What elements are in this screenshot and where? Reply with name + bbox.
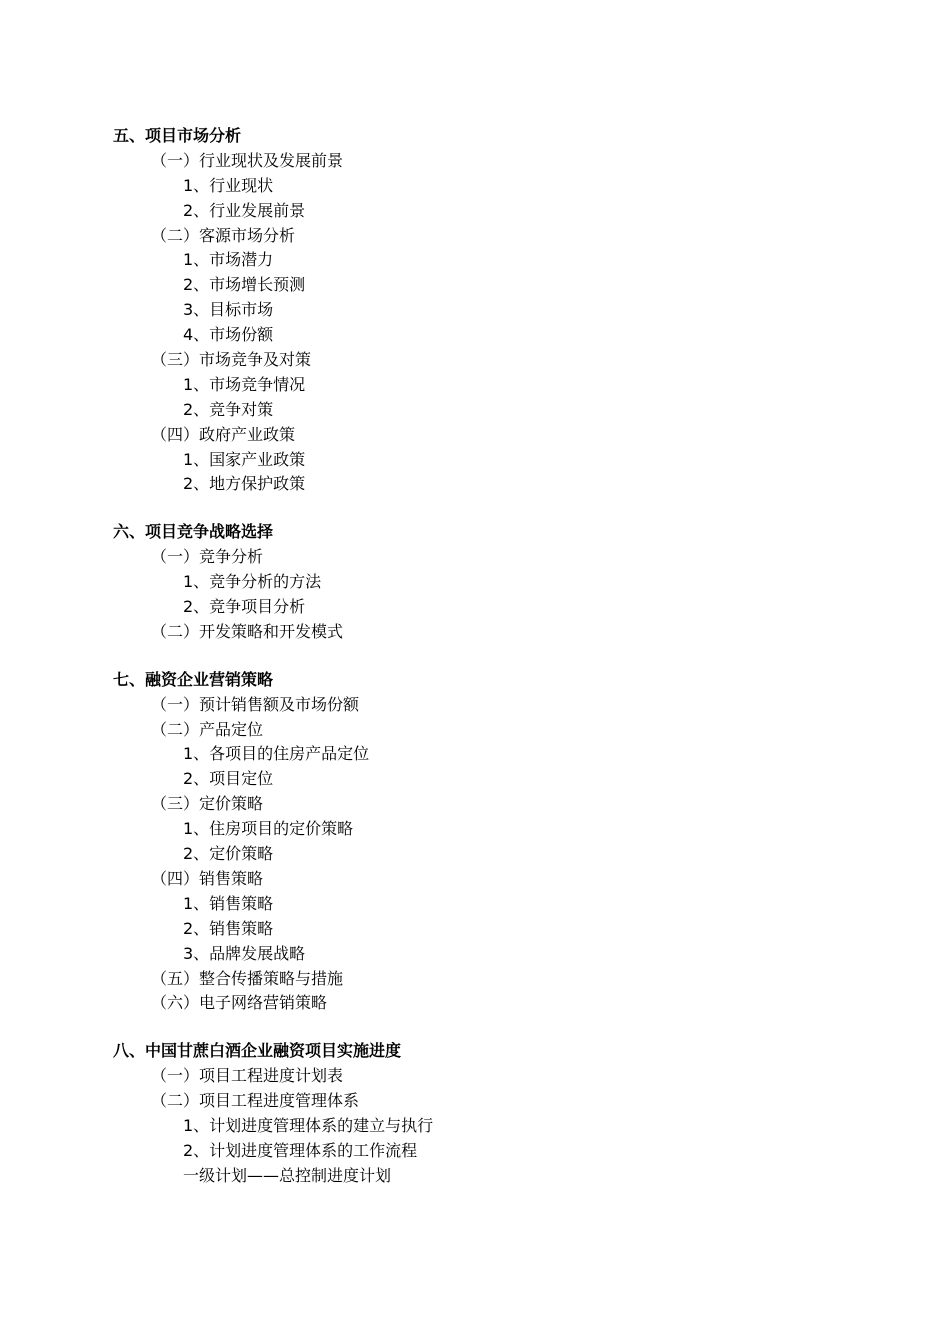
outline-item: 一级计划——总控制进度计划 [183,1165,392,1185]
section-spacer [113,1016,873,1039]
outline-item: 1、各项目的住房产品定位 [183,744,370,764]
outline-item: 2、竞争项目分析 [183,597,306,617]
outline-item: 2、市场增长预测 [183,275,306,295]
outline-item: 3、品牌发展战略 [183,943,306,963]
subsection-heading: （四）政府产业政策 [151,424,296,444]
outline-section [113,1039,873,1188]
outline-item: 1、住房项目的定价策略 [183,819,354,839]
subsection-heading: （三）定价策略 [151,794,264,814]
subsection-heading: （六）电子网络营销策略 [151,993,328,1013]
section-heading: 八、中国甘蔗白酒企业融资项目实施进度 [113,1041,402,1061]
outline-item: 2、定价策略 [183,844,274,864]
outline-item: 2、地方保护政策 [183,474,306,494]
outline-item: 1、销售策略 [183,893,274,913]
outline-section [113,124,873,497]
outline-section [113,668,873,1016]
outline-item: 2、行业发展前景 [183,200,306,220]
subsection-heading: （一）行业现状及发展前景 [151,150,344,170]
outline-item: 1、市场潜力 [183,250,274,270]
outline-item: 2、项目定位 [183,769,274,789]
section-spacer [113,497,873,520]
section-heading: 六、项目竞争战略选择 [113,522,274,542]
outline-item: 1、计划进度管理体系的建立与执行 [183,1115,434,1135]
subsection-heading: （一）项目工程进度计划表 [151,1066,344,1086]
subsection-heading: （二）产品定位 [151,719,264,739]
outline-item: 1、竞争分析的方法 [183,572,322,592]
outline-item: 2、竞争对策 [183,399,274,419]
subsection-heading: （四）销售策略 [151,868,264,888]
section-heading: 七、融资企业营销策略 [113,669,274,689]
outline-item: 2、计划进度管理体系的工作流程 [183,1140,418,1160]
subsection-heading: （五）整合传播策略与措施 [151,968,344,988]
outline-item: 1、行业现状 [183,175,274,195]
section-spacer [113,645,873,668]
subsection-heading: （三）市场竞争及对策 [151,350,312,370]
outline-item: 2、销售策略 [183,918,274,938]
outline-item: 1、国家产业政策 [183,449,306,469]
outline-item: 3、目标市场 [183,300,274,320]
outline-section [113,520,873,644]
subsection-heading: （一）竞争分析 [151,547,264,567]
subsection-heading: （二）客源市场分析 [151,225,296,245]
subsection-heading: （二）开发策略和开发模式 [151,621,344,641]
table-of-contents [113,124,873,1189]
outline-item: 4、市场份额 [183,325,274,345]
subsection-heading: （二）项目工程进度管理体系 [151,1091,360,1111]
subsection-heading: （一）预计销售额及市场份额 [151,694,360,714]
section-heading: 五、项目市场分析 [113,126,242,145]
outline-item: 1、市场竞争情况 [183,374,306,394]
